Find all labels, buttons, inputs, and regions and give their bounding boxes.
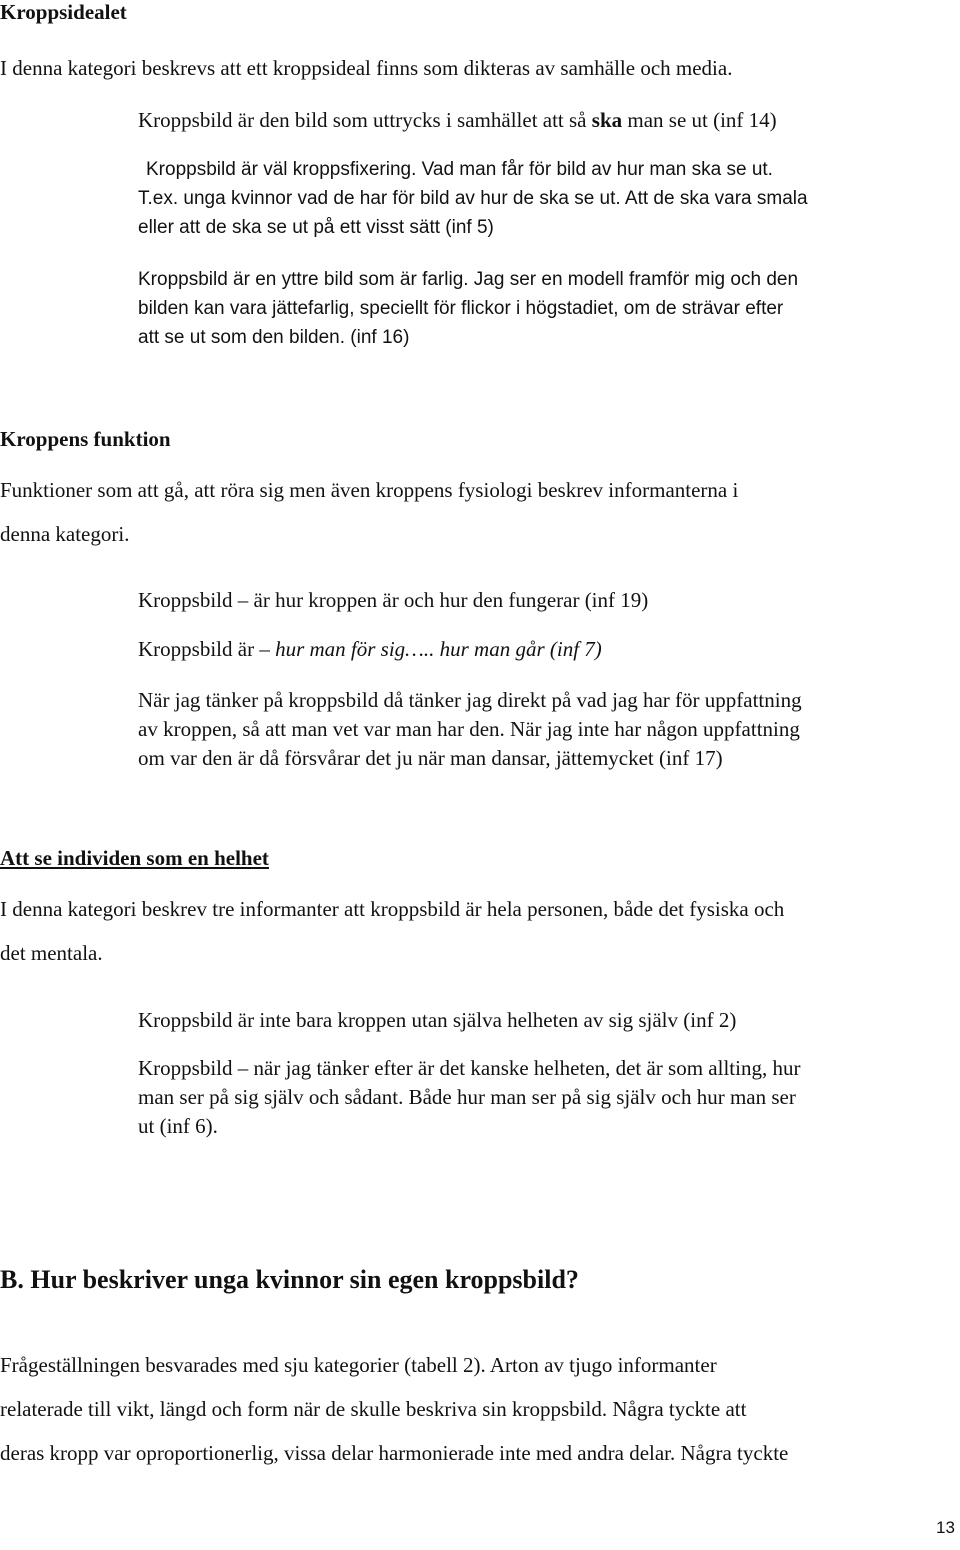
quote-text: Kroppsbild är den bild som uttrycks i samhället att så — [138, 108, 592, 132]
heading-section-b: B. Hur beskriver unga kvinnor sin egen kroppsbild? — [0, 1265, 579, 1294]
paragraph-line: det mentala. — [0, 941, 103, 965]
paragraph-kroppens-funktion-intro — [0, 468, 738, 556]
quote-inf-5 — [138, 155, 808, 242]
quote-bold-word: ska — [591, 108, 623, 132]
page-number: 13 — [936, 1518, 955, 1537]
quote-inf-7 — [138, 637, 602, 662]
quote-inf-14 — [138, 108, 777, 133]
quote-line: man ser på sig själv och sådant. Både hur man ser på sig själv och hur man ser — [138, 1085, 796, 1109]
quote-line: ut (inf 6). — [138, 1114, 218, 1138]
paragraph-line: denna kategori. — [0, 522, 130, 546]
paragraph-helhet-intro — [0, 887, 784, 975]
paragraph-line: deras kropp var oproportionerlig, vissa delar harmonierade inte med andra delar. Några tyckte — [0, 1441, 789, 1465]
quote-line: Kroppsbild – när jag tänker efter är det kanske helheten, det är som allting, hur — [138, 1056, 801, 1080]
quote-italic-text: hur man för sig….. hur man går (inf 7) — [275, 637, 602, 661]
heading-helhet: Att se individen som en helhet — [0, 846, 269, 870]
paragraph-section-b — [0, 1343, 788, 1475]
quote-line: När jag tänker på kroppsbild då tänker jag direkt på vad jag har för uppfattning — [138, 688, 802, 712]
heading-kroppsidealet: Kroppsidealet — [0, 0, 127, 24]
quote-line: bilden kan vara jättefarlig, speciellt för flickor i högstadiet, om de strävar efter — [138, 298, 784, 319]
paragraph-line: relaterade till vikt, längd och form när de skulle beskriva sin kroppsbild. Några tyckte att — [0, 1397, 747, 1421]
quote-inf-17 — [138, 686, 802, 773]
quote-text: man se ut (inf 14) — [622, 108, 777, 132]
paragraph-kroppsidealet-intro: I denna kategori beskrevs att ett kroppsideal finns som dikteras av samhälle och media. — [0, 56, 733, 80]
paragraph-line: Funktioner som att gå, att röra sig men även kroppens fysiologi beskrev informanterna i — [0, 478, 739, 502]
quote-line: eller att de ska se ut på ett visst sätt (inf 5) — [138, 217, 494, 238]
quote-text: Kroppsbild är – — [138, 637, 276, 661]
quote-inf-19: Kroppsbild – är hur kroppen är och hur den fungerar (inf 19) — [138, 588, 649, 612]
heading-kroppens-funktion: Kroppens funktion — [0, 427, 171, 451]
quote-line: att se ut som den bilden. (inf 16) — [138, 327, 410, 348]
quote-inf-6 — [138, 1054, 800, 1141]
quote-inf-2: Kroppsbild är inte bara kroppen utan själva helheten av sig själv (inf 2) — [138, 1008, 737, 1032]
quote-line: om var den är då försvårar det ju när man dansar, jättemycket (inf 17) — [138, 746, 723, 770]
paragraph-line: I denna kategori beskrev tre informanter att kroppsbild är hela personen, både det fysiska och — [0, 897, 785, 921]
paragraph-line: Frågeställningen besvarades med sju kategorier (tabell 2). Arton av tjugo informanter — [0, 1353, 717, 1377]
quote-line: av kroppen, så att man vet var man har den. När jag inte har någon uppfattning — [138, 717, 800, 741]
quote-line: T.ex. unga kvinnor vad de har för bild av hur de ska se ut. Att de ska vara smala — [138, 188, 808, 209]
quote-line: Kroppsbild är väl kroppsfixering. Vad man får för bild av hur man ska se ut. — [146, 159, 773, 180]
quote-inf-16 — [138, 265, 798, 352]
quote-line: Kroppsbild är en yttre bild som är farlig. Jag ser en modell framför mig och den — [138, 269, 799, 290]
